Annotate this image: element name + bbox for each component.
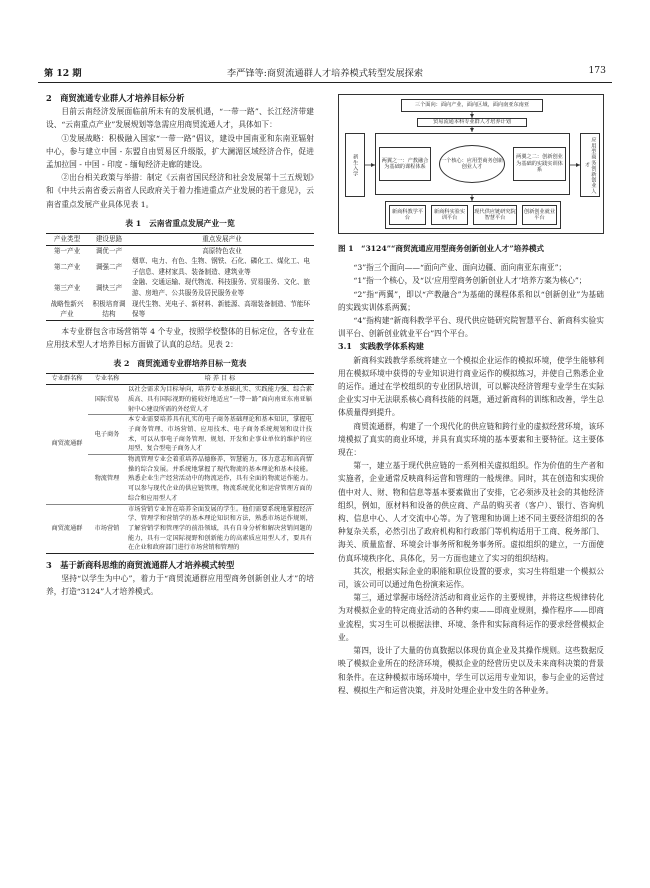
running-header [38, 62, 612, 80]
table-cell: 高原特色农业 [202, 246, 242, 255]
platform-box: 现代供应链研究院智慧平台 [473, 205, 517, 225]
right-column [338, 92, 604, 697]
paragraph: 第三，通过掌握市场经济活动和商业运作的主要规律，并将这些规律转化为对模拟企业的特定商业活动的各种约束——即商业规则，操作程序——即商业流程，实习生可以根据法律、环境、条件和实际商科运作的要求经营模拟企业。 [338, 593, 604, 642]
table-row [46, 385, 314, 415]
table-row [46, 245, 314, 256]
paragraph: 第一，建立基于现代供应链的一系列相关虚拟组织。作为价值的生产者和实施者，企业通常反映商科运营和管理的一般规律。同时，其在创造和实现价值中对人、财、物和信息等基本要素做出了安排，它必须涉及社会的其他经济组织，例如，原材料和设备的供应商、产品的购买者（客户）、银行、咨询机构、信息中心、人才交流中心等。为了管理和协调上述不同主要经济组织的各种复杂关系，必然引出了政府机构和行政部门等机构适用于工商、税务部门、海关、质量监督、环境会计事务所和税务事务所。虚拟组织的建立，一方面使仿真环境秩序化、具体化，另一方面也建立了实习的组织结构。 [338, 461, 604, 563]
table-header: 产业类型 [46, 234, 88, 246]
table-1-caption: 表 1 云南省重点发展产业一览 [125, 218, 235, 228]
paragraph: 坚持“以学生为中心”，着力于“商贸流通群应用型商务创新创业人才”的培养，打造“3124”人才培养模式。 [46, 574, 314, 597]
table-1 [46, 233, 314, 321]
running-title: 李严锋等:商贸流通群人才培养模式转型发展探索 [226, 68, 424, 79]
left-column [46, 92, 314, 599]
table-cell: 电子商务 [88, 415, 126, 455]
new-student-box: 新生入学 [345, 133, 365, 197]
paragraph: “3”指三个面向——“面向产业、面向边疆、面向南亚东南亚”； [353, 263, 567, 273]
table-2 [46, 373, 314, 554]
table-header: 专业名称 [88, 374, 126, 385]
issue-number: 第 12 期 [44, 68, 82, 79]
table-cell: 调优一产 [95, 246, 123, 255]
table-cell: 第二产业 [53, 262, 81, 271]
table-cell: 现代生物、光电子、新材料、新能源、高端装备制造、节能环保等 [130, 299, 314, 321]
wing-left-box: 两翼之一：产教融合为基础的课程体系 [379, 147, 431, 181]
paragraph: ①发展战略：积极融入国家“一带一路”倡议，建设中国南亚和东南亚辐射中心，参与建立中国 - 东盟自由贸易区升级版，扩大澜湄区域经济合作，促进孟加拉国 - 中国 - 印度 - 缅甸经济走廊的建设。 [46, 133, 314, 170]
table-cell: 调强二产 [95, 262, 123, 271]
table-cell: 市场营销 [88, 504, 126, 554]
table-cell: 调快三产 [95, 283, 123, 292]
section-2-heading: 2 商贸流通专业群人才培养目标分析 [46, 93, 185, 103]
table-row [46, 256, 314, 277]
table-header: 培 养 目 标 [126, 374, 314, 385]
table-cell: 第一产业 [53, 246, 81, 255]
paragraph: “1”指一个核心，及“以‘应用型商务创新创业人才’培养方案为核心”； [353, 276, 587, 286]
core-circle: 一个核心：应用型商务创新创业人才 [439, 145, 505, 183]
table-cell: 国际贸易 [88, 385, 126, 415]
group-cell: 商贸流通群 [46, 385, 88, 504]
paragraph: 新商科实践教学系统将建立一个模拟企业运作的模拟环境，使学生能够利用在模拟环境中获得的专业知识进行商业运作的模拟练习，并使自己熟悉企业的运作。通过在学校组织的专业团队培训，可以解决经济管理专业学生在实际企业实习中无法联系核心商科技能的问题，通过新商科的训练和改善，学生总体质量得到提升。 [338, 355, 604, 418]
wing-right-box: 两翼之二：创新创业为基础的实践实训体系 [513, 147, 566, 181]
paragraph: 商贸流通群，构建了一个现代化的供应链和跨行业的虚拟经营环境，该环境模拟了真实的商业环境，并具有真实环境的基本要素和主要特征。这主要体现在： [338, 421, 604, 458]
group-cell: 商贸流通群 [46, 504, 88, 554]
table-cell: 物流管理专业会着重培养品德修养，智慧能力，体力意志和高尚情操的综合发展。并系统地掌握了现代物流的基本理论和基本技能。熟悉企业生产经营活动中的物流运作，具有全面的物流运作能力。可以参与现代企业的供应链管理，物流系统优化和运营管理方面的综合和应用型人才 [126, 455, 314, 505]
table-cell: 金融、交通运输、现代物流、科技服务、贸易服务、文化、旅游、房地产、公共服务及居民服务业等 [132, 278, 311, 297]
plan-box: 贸易流通本科专业群人才培养计划 [417, 118, 527, 127]
table-cell: 第三产业 [53, 283, 81, 292]
table-cell: 战略性新兴产业 [46, 299, 88, 321]
section-3-heading: 3 基于新商科思维的商贸流通群人才培养模式转型 [46, 560, 235, 571]
table-row [46, 504, 314, 554]
figure-1 [338, 94, 604, 234]
table-cell: 烟草、电力、有色、生物、钢铁、石化、磷化工、煤化工、电子信息、建材家具、装备制造、建筑业等 [132, 257, 311, 276]
subsection-3-1-heading: 3.1 实践教学体系构建 [338, 341, 424, 352]
table-cell: 市场营销专业旨在培养全面发展的学生。他们需要系统地掌握经济学、管理学和营销学的基本理论知识和方法，熟悉市场运作规则，了解营销学和管理学的前沿领域，具有自身分析和解决营销问题的能力，具有一定国际视野和创新能力的高素质应用型人才，要具有在企业和政府部门进行市场营销和管理的 [126, 504, 314, 554]
table-cell: 物流管理 [88, 455, 126, 505]
platform-box: 创新创业就业平台 [522, 205, 557, 225]
paragraph: “2”指“两翼”，即以“产教融合”为基础的课程体系和以“创新创业”为基础的实践实训体系两翼； [338, 289, 604, 312]
table-header: 重点发展产业 [130, 234, 314, 246]
paragraph: 其次，根据实际企业的职能和职位设置的要求，实习生将组建一个模拟公司，该公司可以通过角色扮演来运作。 [338, 566, 604, 590]
paragraph: 第四，设计了大量的仿真数据以体现仿真企业及其操作规则。这些数据反映了模拟企业所在的经济环境，模拟企业的经营历史以及未来商科决策的背景和条件。在这种模拟市场环境中，学生可以运用专业知识，参与企业的运营过程、模拟生产和运营决策，并及时处理企业中发生的各种业务。 [338, 646, 604, 695]
figure-1-caption: 图 1 “3124”“商贸流通应用型商务创新创业人才”培养模式 [338, 244, 545, 253]
page-number: 173 [588, 65, 606, 76]
paragraph: ②出台相关政策与举措：制定《云南省国民经济和社会发展第十三五规划》和《中共云南省委云南省人民政府关于着力推进重点产业发展的若干意见》，云南省重点发展产业具体见表 1。 [46, 173, 314, 209]
table-cell: 本专业需要培养具有扎实的电子商务基础理论和基本知识，掌握电子商务管理、市场营销、应用技术、电子商务系统规划和设计技术，可以从事电子商务管理、规划、开发和企事业单位的维护的应用型、复合型电子商务人才 [126, 415, 314, 455]
table-header: 建设思路 [88, 234, 130, 246]
paragraph: 本专业群包含市场营销等 4 个专业，按照学校整体的目标定位，各专业在应用技术型人才培养目标方面做了认真的总结。见表 2： [46, 326, 314, 349]
header-rule [38, 82, 612, 83]
platform-box: 新商科实验实训平台 [431, 205, 468, 225]
platform-box: 新商科教学平台 [389, 205, 426, 225]
table-header: 专业群名称 [46, 374, 88, 385]
table-2-caption: 表 2 商贸流通专业群培养目标一览表 [113, 359, 247, 369]
paragraph: 目前云南经济发展面临前所未有的发展机遇，“一带一路”、长江经济带建设、“云南重点产业”发展规划等急需应用商贸流通人才，具体如下： [46, 107, 314, 130]
table-cell: 以社会需求为目标导向，培养专业基础扎实、实践能力强、综合素质高、具有国际视野的能较好地适应“一带一路”面向南亚东南亚辐射中心建设所需的外经贸人才 [126, 385, 314, 415]
paragraph: “4”指构建“新商科教学平台、现代供应链研究院智慧平台、新商科实验实训平台、创新创业就业平台”四个平台。 [338, 316, 604, 339]
table-row [46, 277, 314, 298]
table-row [46, 299, 314, 321]
three-orientations-box: 三个面向：面向产业，面向区域，面向南亚东南亚 [401, 99, 543, 112]
talent-output-box: 应用型商务创新创业人才 [580, 133, 600, 197]
table-cell: 积极培育调结构 [88, 299, 130, 321]
